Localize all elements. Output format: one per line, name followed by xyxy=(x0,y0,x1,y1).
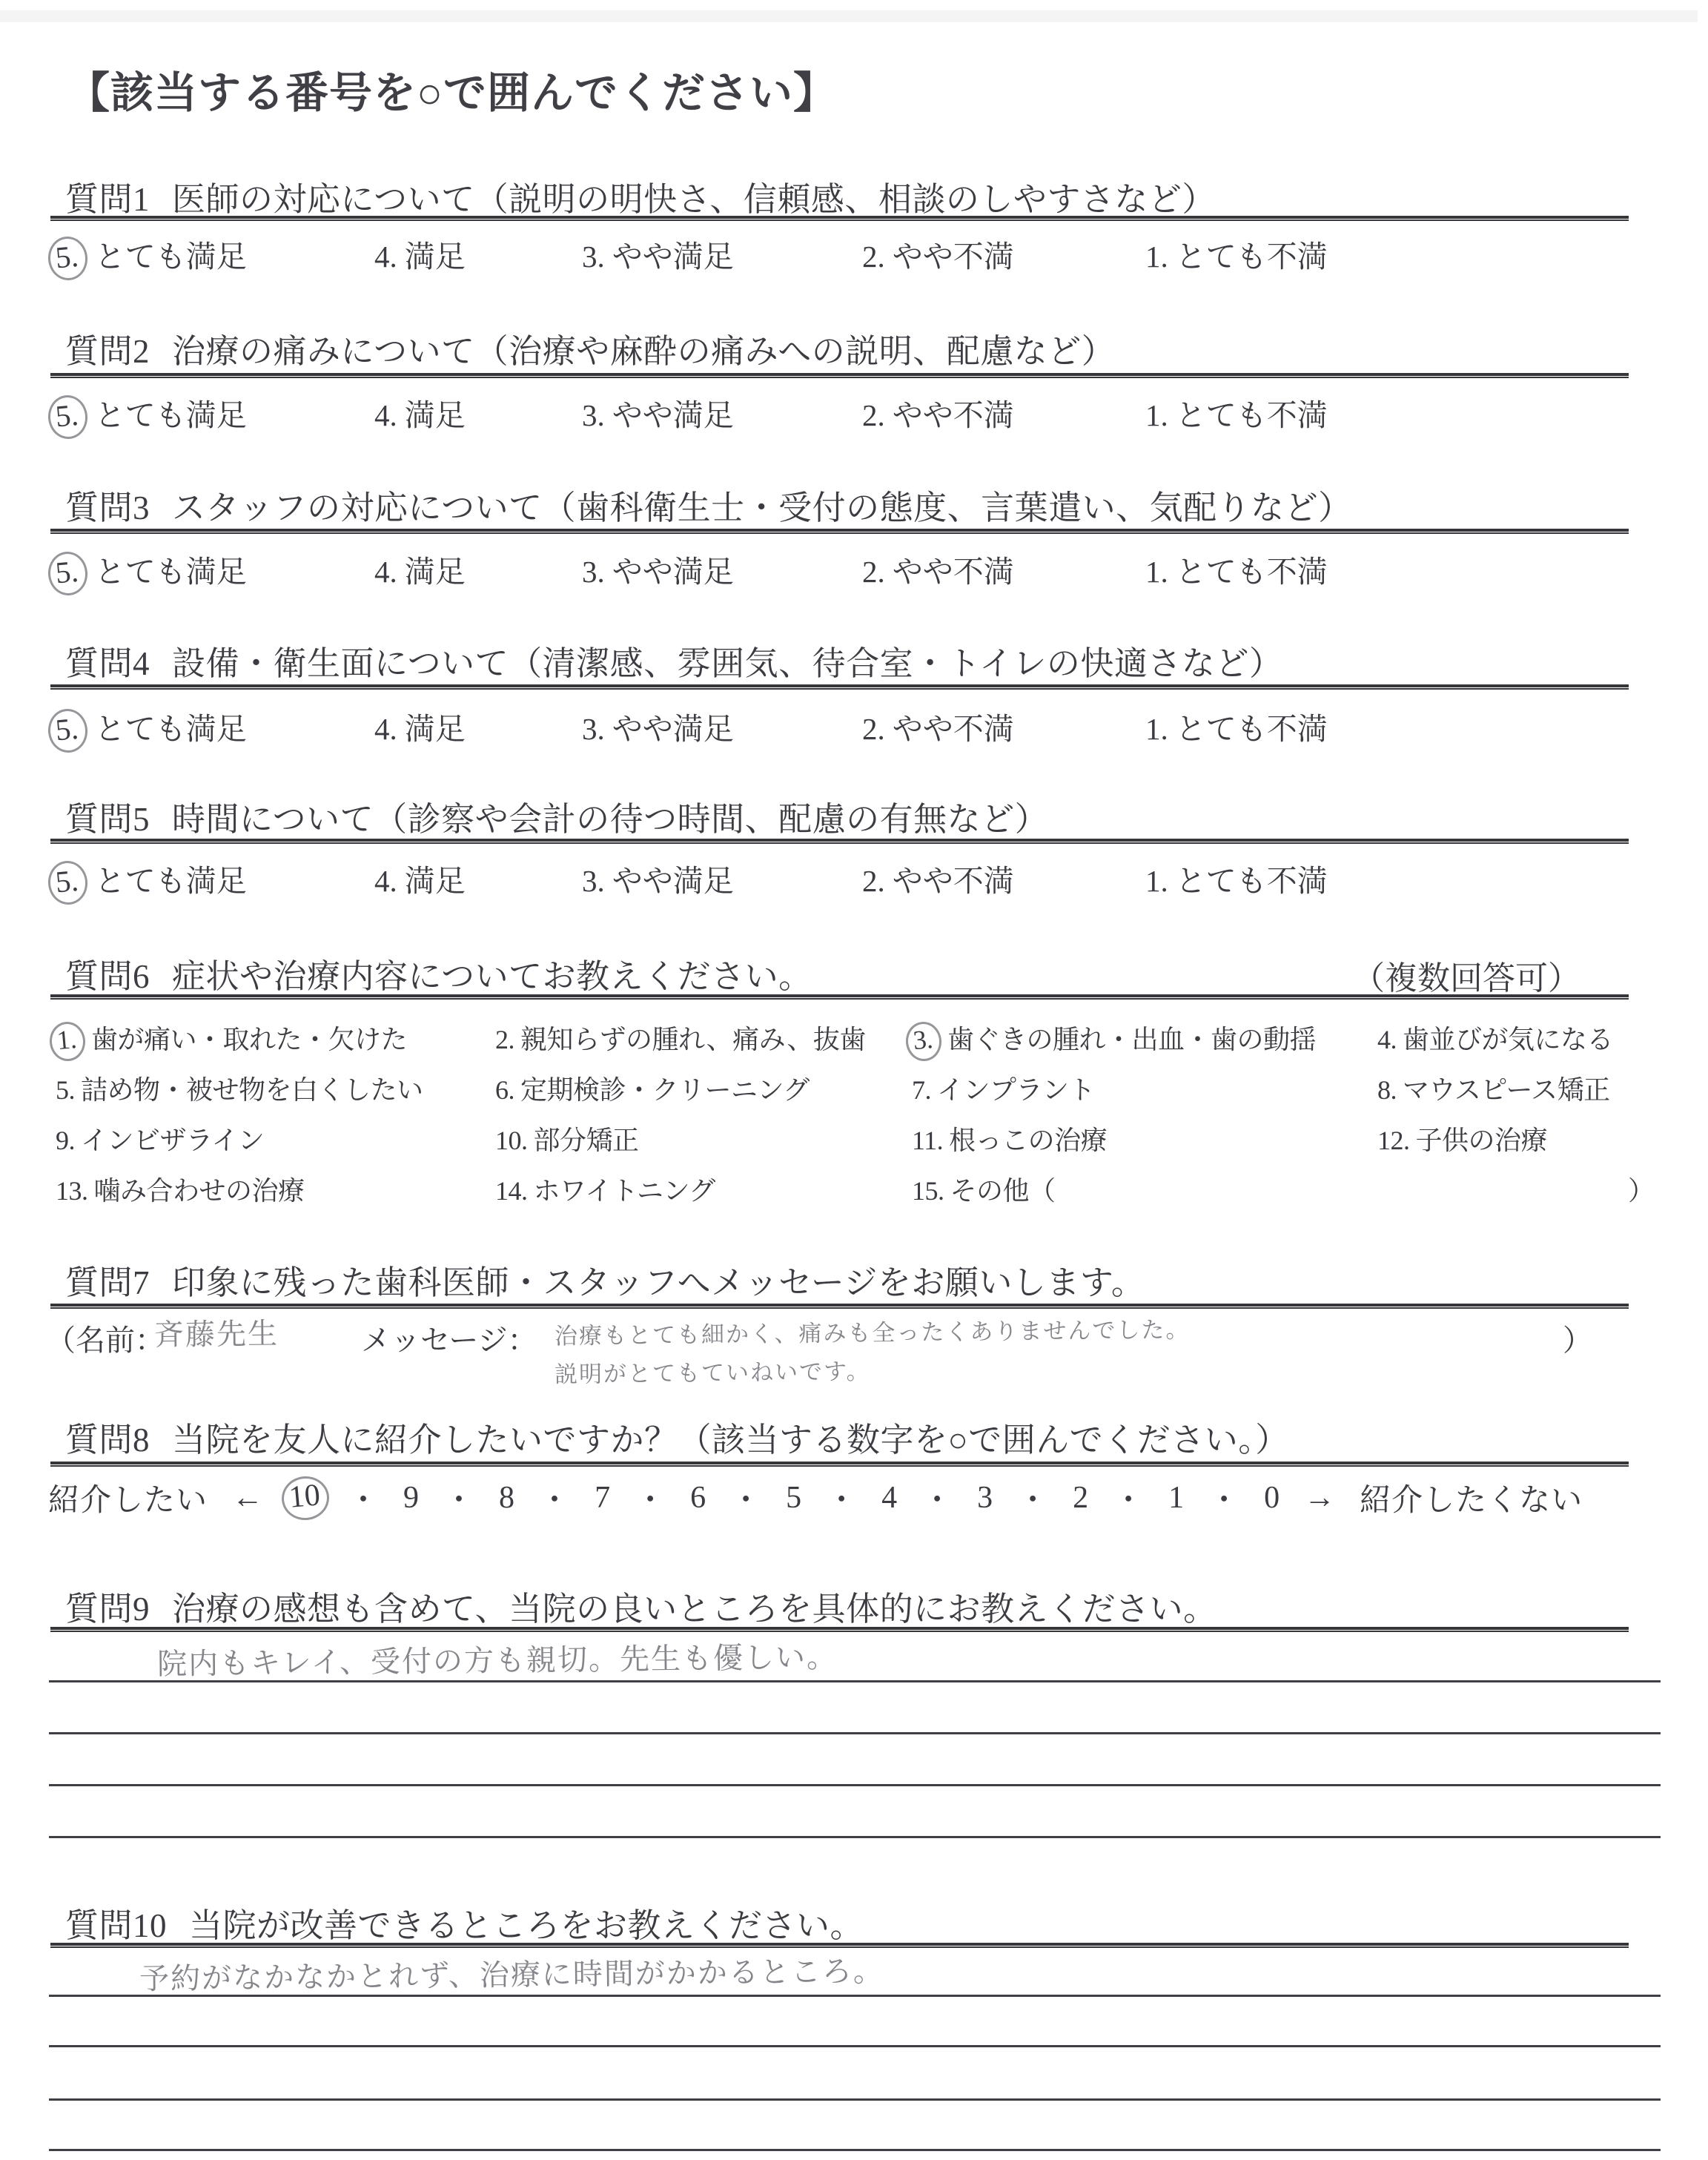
option-number: 4. xyxy=(374,240,397,274)
option-number: 4. xyxy=(374,864,397,898)
question-10-header xyxy=(65,1898,864,1946)
q5-option-5 xyxy=(54,856,247,900)
question-title: 印象に残った歯科医師・スタッフへメッセージをお願いします。 xyxy=(172,1264,1145,1301)
question-number: 質問5 xyxy=(65,801,150,838)
option-number: 2. xyxy=(862,555,885,589)
option-label: とても不満 xyxy=(1175,555,1328,589)
option-number: 9. xyxy=(56,1126,75,1155)
q4-option-2 xyxy=(862,704,1014,748)
q6-item-15-close-paren: ） xyxy=(1628,1176,1655,1206)
q1-option-4 xyxy=(374,232,466,276)
option-label: とても満足 xyxy=(94,398,247,432)
option-number: 14. xyxy=(495,1176,528,1206)
option-number: 4. xyxy=(1377,1025,1397,1054)
message-field-label: メッセージ： xyxy=(361,1324,537,1357)
scale-separator: ・ xyxy=(730,1484,762,1518)
q6-item-8 xyxy=(1377,1069,1610,1107)
q2-option-2 xyxy=(862,391,1014,435)
scale-number-8: 8 xyxy=(499,1481,515,1515)
scale-separator: ・ xyxy=(635,1484,666,1518)
option-number: 2. xyxy=(862,864,885,898)
option-number: 1. xyxy=(1145,555,1168,589)
option-number: 3. xyxy=(582,398,605,432)
option-label: マウスピース矯正 xyxy=(1403,1075,1610,1105)
answer-line xyxy=(49,1784,1661,1786)
option-number: 3. xyxy=(582,712,605,746)
option-number: 5. xyxy=(47,394,90,440)
option-number: 3. xyxy=(582,864,605,898)
name-field-label: （名前： xyxy=(46,1324,165,1357)
q2-option-3 xyxy=(582,391,734,435)
scale-number-9: 9 xyxy=(403,1481,420,1515)
question-number: 質問7 xyxy=(65,1264,150,1301)
question-6-header xyxy=(65,949,812,997)
q3-option-4 xyxy=(374,547,466,591)
option-label: やや満足 xyxy=(612,240,734,274)
q2-option-4 xyxy=(374,391,466,435)
option-label: 噛み合わせの治療 xyxy=(93,1176,305,1206)
q3-option-3 xyxy=(582,547,734,591)
q6-item-5 xyxy=(56,1069,423,1107)
scale-label-right: 紹介したくない xyxy=(1360,1484,1583,1518)
q1-option-3 xyxy=(582,232,734,276)
scan-artifact xyxy=(0,10,1698,22)
question-number: 質問1 xyxy=(65,181,150,218)
option-number: 5. xyxy=(47,550,90,597)
scale-separator: ・ xyxy=(1208,1484,1240,1518)
scale-number-0: 0 xyxy=(1264,1481,1280,1515)
scale-separator: ・ xyxy=(1017,1484,1049,1518)
q3-option-1 xyxy=(1145,547,1328,591)
option-label: とても不満 xyxy=(1175,864,1328,898)
divider xyxy=(50,373,1629,378)
option-label: 部分矯正 xyxy=(533,1126,639,1155)
option-number: 13. xyxy=(56,1176,88,1206)
q5-option-2 xyxy=(862,856,1014,900)
q6-item-1 xyxy=(56,1019,407,1057)
option-label: やや満足 xyxy=(612,555,734,589)
handwritten-answer-q9: 院内もキレイ、受付の方も親切。先生も優しい。 xyxy=(156,1640,838,1682)
question-9-header xyxy=(65,1582,1217,1630)
question-title: 治療の感想も含めて、当院の良いところを具体的にお教えください。 xyxy=(172,1591,1217,1628)
option-number: 1. xyxy=(1145,712,1168,746)
scale-separator: ・ xyxy=(539,1484,571,1518)
question-title: 当院を友人に紹介したいですか？（該当する数字を○で囲んでください。） xyxy=(172,1421,1289,1459)
option-number: 1. xyxy=(1145,398,1168,432)
option-label: やや不満 xyxy=(892,398,1014,432)
question-5-header xyxy=(65,792,1048,840)
option-number: 6. xyxy=(495,1075,514,1105)
option-label: 子供の治療 xyxy=(1415,1126,1548,1155)
question-title: 当院が改善できるところをお教えください。 xyxy=(189,1907,864,1944)
option-number: 2. xyxy=(862,712,885,746)
q3-option-2 xyxy=(862,547,1014,591)
question-title: 医師の対応について（説明の明快さ、信頼感、相談のしやすさなど） xyxy=(172,181,1216,218)
option-label: その他（ xyxy=(950,1176,1056,1206)
q6-item-3 xyxy=(912,1019,1316,1057)
option-number: 4. xyxy=(374,398,397,432)
option-label: やや満足 xyxy=(612,398,734,432)
option-number: 7. xyxy=(912,1075,931,1105)
q6-item-15 xyxy=(912,1170,1056,1208)
option-label: やや不満 xyxy=(892,555,1014,589)
q4-option-5 xyxy=(54,704,247,748)
option-number: 3. xyxy=(582,555,605,589)
option-number: 5. xyxy=(47,707,90,754)
option-label: とても不満 xyxy=(1175,398,1328,432)
q4-option-3 xyxy=(582,704,734,748)
divider xyxy=(50,994,1629,1000)
q2-option-1 xyxy=(1145,391,1328,435)
option-number: 10. xyxy=(495,1126,528,1155)
question-3-header xyxy=(65,480,1352,529)
scale-separator: ・ xyxy=(1113,1484,1145,1518)
question-8-header xyxy=(65,1413,1289,1461)
option-label: 根っこの治療 xyxy=(949,1126,1108,1155)
question-1-header xyxy=(65,172,1216,220)
option-label: 満足 xyxy=(404,240,466,274)
arrow-right-icon: → xyxy=(1304,1481,1336,1515)
option-label: とても満足 xyxy=(94,864,247,898)
multi-answer-note: （複数回答可） xyxy=(1352,960,1580,997)
q6-item-7 xyxy=(912,1069,1095,1107)
option-label: 歯ぐきの腫れ・出血・歯の動揺 xyxy=(947,1025,1317,1054)
divider xyxy=(50,684,1629,690)
option-number: 3. xyxy=(582,240,605,274)
q6-item-4 xyxy=(1377,1019,1613,1057)
option-number: 2. xyxy=(495,1025,514,1054)
option-label: やや不満 xyxy=(892,864,1014,898)
scale-separator: ・ xyxy=(826,1484,858,1518)
option-label: とても満足 xyxy=(94,555,247,589)
option-number: 12. xyxy=(1377,1126,1410,1155)
q3-option-5 xyxy=(54,547,247,591)
scale-number-6: 6 xyxy=(690,1481,706,1515)
question-title: 時間について（診察や会計の待つ時間、配慮の有無など） xyxy=(172,801,1049,838)
option-number: 1. xyxy=(1145,864,1168,898)
q6-item-12 xyxy=(1377,1120,1547,1157)
option-label: 歯並びが気になる xyxy=(1403,1025,1614,1054)
question-number: 質問10 xyxy=(65,1907,168,1944)
q1-option-5 xyxy=(54,232,247,276)
arrow-left-icon: ← xyxy=(232,1481,264,1515)
scale-number-5: 5 xyxy=(786,1481,802,1515)
scale-separator: ・ xyxy=(921,1484,953,1518)
divider xyxy=(50,1462,1629,1467)
answer-line xyxy=(49,1680,1661,1682)
option-label: とても満足 xyxy=(94,712,247,746)
option-label: やや満足 xyxy=(612,864,734,898)
q6-item-11 xyxy=(912,1120,1107,1157)
divider xyxy=(50,216,1629,221)
question-title: スタッフの対応について（歯科衛生士・受付の態度、言葉遣い、気配りなど） xyxy=(172,489,1352,526)
q4-option-4 xyxy=(374,704,466,748)
question-number: 質問3 xyxy=(65,489,150,526)
question-title: 治療の痛みについて（治療や麻酔の痛みへの説明、配慮など） xyxy=(172,333,1116,370)
question-title: 設備・衛生面について（清潔感、雰囲気、待合室・トイレの快適さなど） xyxy=(172,645,1283,682)
option-label: 満足 xyxy=(404,712,466,746)
q1-option-2 xyxy=(862,232,1014,276)
nps-scale-row xyxy=(48,1476,1664,1520)
question-title: 症状や治療内容についてお教えください。 xyxy=(172,958,812,995)
option-number: 11. xyxy=(912,1126,944,1155)
option-number: 3. xyxy=(904,1020,943,1063)
handwritten-message-line1: 治療もとても細かく、痛みも全ったくありませんでした。 xyxy=(554,1316,1191,1350)
question-4-header xyxy=(65,636,1282,684)
q6-item-6 xyxy=(495,1069,810,1107)
q2-option-5 xyxy=(54,391,247,435)
option-number: 8. xyxy=(1377,1075,1397,1105)
scale-number-4: 4 xyxy=(881,1481,898,1515)
option-label: インビザライン xyxy=(81,1126,265,1155)
q6-item-13 xyxy=(56,1170,305,1208)
divider xyxy=(50,529,1629,534)
answer-line xyxy=(49,1732,1661,1734)
answer-line xyxy=(49,1836,1661,1838)
question-number: 質問4 xyxy=(65,645,150,682)
option-label: 親知らずの腫れ、痛み、抜歯 xyxy=(520,1025,866,1054)
q1-option-1 xyxy=(1145,232,1328,276)
option-label: ホワイトニング xyxy=(533,1176,715,1206)
option-label: とても不満 xyxy=(1175,712,1328,746)
option-label: 満足 xyxy=(404,398,466,432)
option-number: 5. xyxy=(47,859,90,906)
divider xyxy=(50,1304,1629,1309)
q5-option-1 xyxy=(1145,856,1328,900)
q6-item-10 xyxy=(495,1120,639,1157)
scale-separator: ・ xyxy=(443,1484,475,1518)
option-number: 4. xyxy=(374,555,397,589)
scale-label-left: 紹介したい xyxy=(48,1484,208,1518)
question-number: 質問8 xyxy=(65,1421,150,1459)
option-label: 満足 xyxy=(404,555,466,589)
option-label: とても不満 xyxy=(1175,240,1328,274)
q6-item-9 xyxy=(56,1120,264,1157)
option-number: 5. xyxy=(47,235,90,282)
option-number: 1. xyxy=(1145,240,1168,274)
q6-item-14 xyxy=(495,1170,715,1208)
question-number: 質問2 xyxy=(65,333,150,370)
option-label: やや不満 xyxy=(892,712,1014,746)
option-number: 5. xyxy=(56,1075,75,1105)
question-number: 質問9 xyxy=(65,1591,150,1628)
option-number: 2. xyxy=(862,398,885,432)
option-label: とても満足 xyxy=(94,240,247,274)
answer-line xyxy=(49,2098,1661,2101)
option-label: 詰め物・被せ物を白くしたい xyxy=(81,1075,423,1105)
divider xyxy=(50,1627,1629,1632)
scale-number-3: 3 xyxy=(977,1481,993,1515)
q6-item-2 xyxy=(495,1019,866,1057)
option-number: 15. xyxy=(912,1176,944,1206)
scale-number-7: 7 xyxy=(595,1481,611,1515)
option-number: 4. xyxy=(374,712,397,746)
form-instruction-title: 【該当する番号を○で囲んでください】 xyxy=(67,69,838,117)
handwritten-answer-q10: 予約がなかなかとれず、治療に時間がかかるところ。 xyxy=(139,1954,885,1997)
q5-option-4 xyxy=(374,856,466,900)
option-number: 1. xyxy=(48,1020,87,1063)
scale-number-10: 10 xyxy=(280,1474,331,1522)
option-label: インプラント xyxy=(937,1075,1096,1105)
option-label: 歯が痛い・取れた・欠けた xyxy=(91,1025,408,1054)
option-label: 定期検診・クリーニング xyxy=(520,1075,810,1105)
scale-number-1: 1 xyxy=(1168,1481,1185,1515)
option-label: やや不満 xyxy=(892,240,1014,274)
question-2-header xyxy=(65,324,1115,372)
option-label: やや満足 xyxy=(612,712,734,746)
scale-separator: ・ xyxy=(348,1484,380,1518)
handwritten-name: 斉藤先生 xyxy=(153,1317,279,1353)
close-paren: ） xyxy=(1563,1324,1592,1357)
q4-option-1 xyxy=(1145,704,1328,748)
answer-line xyxy=(49,2045,1661,2047)
option-number: 2. xyxy=(862,240,885,274)
divider xyxy=(50,1943,1629,1948)
q5-option-3 xyxy=(582,856,734,900)
option-label: 満足 xyxy=(404,864,466,898)
answer-line xyxy=(49,2149,1661,2151)
handwritten-message-line2: 説明がとてもていねいです。 xyxy=(554,1358,871,1389)
divider xyxy=(50,839,1629,844)
question-7-header xyxy=(65,1255,1145,1304)
answer-line xyxy=(49,1995,1661,1997)
scale-number-2: 2 xyxy=(1073,1481,1089,1515)
question-number: 質問6 xyxy=(65,958,150,995)
